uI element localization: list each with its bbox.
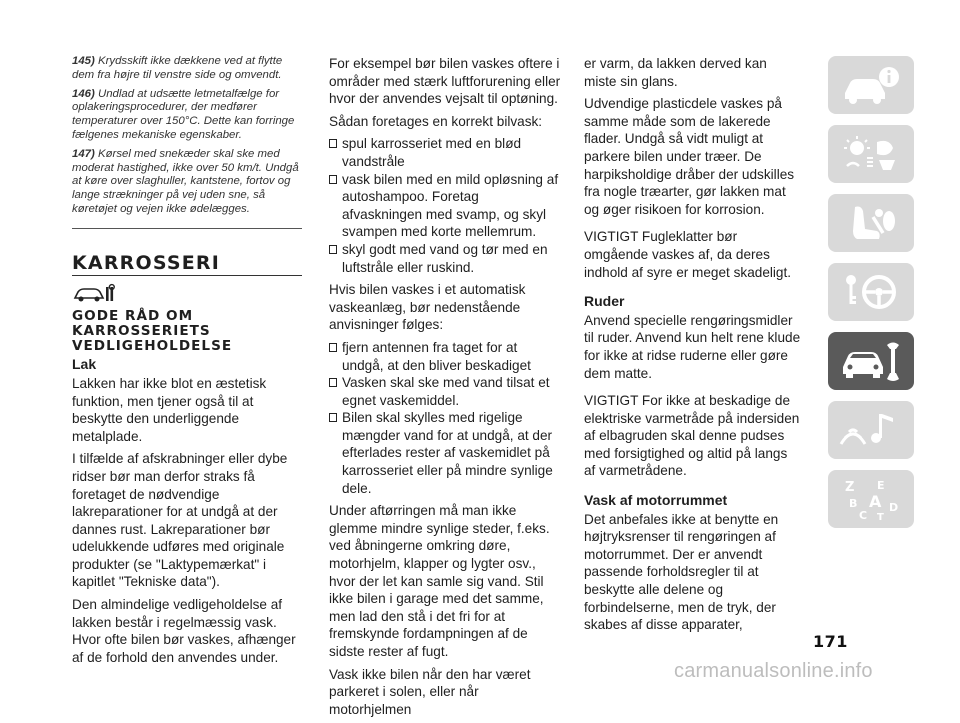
notes-box	[72, 55, 302, 229]
note-147: 147) Kørsel med snekæder skal ske med moderat hastighed, ikke over 50 km/t. Undgå at køre over slaghuller, kantstene, fortov og lange strækninger på vej uden sne, så køretøjet og vejen ikke ødelægges.	[72, 147, 299, 215]
note-145: 145) Krydsskift ikke dækkene ved at flytte dem fra højre til venstre side og omvendt.	[72, 55, 283, 81]
note-146: 146) Undlad at udsætte letmetalfælge for oplakeringsprocedurer, der medfører temperaturer over 150°C. Dette kan forringe fælgenes mekaniske egenskaber.	[72, 87, 295, 141]
chapter-tab-car-info[interactable]	[828, 56, 914, 114]
chapter-sidebar	[828, 56, 914, 539]
bullet-item: Vasken skal ske med vand tilsat et egnet vaskemiddel.	[329, 374, 562, 409]
index-letters-icon	[839, 477, 903, 521]
checkbox-bullet-icon	[329, 139, 337, 148]
paragraph: er varm, da lakken derved kan miste sin glans.	[584, 56, 767, 89]
paragraph: Den almindelige vedligeholdelse af lakken består i regelmæssig vask. Hvor ofte bilen bør vaskes, afhænger af de forhold den anvendes under.	[72, 597, 296, 665]
subsection-title: GODE RÅD OM KARROSSERIETS VEDLIGEHOLDELSE	[72, 308, 233, 355]
paragraph: VIGTIGT Fugleklatter bør omgående vaskes af, da deres indhold af syre er meget skadeligt.	[584, 229, 792, 280]
svg-text:Z: Z	[845, 480, 855, 495]
svg-text:B: B	[849, 497, 858, 510]
paragraph: VIGTIGT For ikke at beskadige de elektriske varmetråde på indersiden af elbagruden skal denne pudses med forsigtighed og altid på langs af varmetrådene.	[584, 393, 800, 479]
column-1	[72, 55, 302, 671]
paragraph: Det anbefales ikke at benytte en højtryksrenser til rengøringen af motorrummet. Der er anvendt passende forholdsregler til at beskytte alle delene og forbindelserne, men de tryk, der skabes af disse apparater,	[584, 511, 779, 633]
key-steering-wheel-icon	[839, 270, 903, 314]
checkbox-bullet-icon	[329, 245, 337, 254]
paragraph: Under aftørringen må man ikke glemme mindre synlige steder, f.eks. ved åbningerne omkring døre, motorhjelm, klapper og lygter osv., hvor der let kan samle sig vand. Stil ikke bilen i garage med det samme, men lad den stå i det fri for at fremskynde fordampningen af de sidste rester af fugt.	[329, 503, 550, 659]
seat-airbag-icon	[839, 201, 903, 245]
svg-text:A: A	[869, 492, 882, 511]
chapter-tab-music-phone[interactable]	[828, 401, 914, 459]
bullet-item: vask bilen med en mild opløsning af autoshampoo. Foretag afvaskningen med svamp, og skyl svampen med korte mellemrum.	[329, 171, 562, 241]
dashboard-lights-icon	[839, 132, 903, 176]
paragraph: Udvendige plasticdele vaskes på samme måde som de lakerede flader. Undgå så vidt muligt at parkere bilen under træer. De harpiksholdige dråber der udskilles fra nogle træarter, gør lakken mat og øger risikoen for korrosion.	[584, 96, 795, 217]
paragraph: Sådan foretages en korrekt bilvask:	[329, 113, 543, 129]
checkbox-bullet-icon	[329, 413, 337, 422]
checkbox-bullet-icon	[329, 175, 337, 184]
car-section-icon	[72, 283, 302, 305]
car-wrench-icon	[839, 339, 903, 383]
svg-text:E: E	[877, 479, 885, 492]
watermark: carmanualsonline.info	[674, 660, 873, 682]
checkbox-bullet-icon	[329, 343, 337, 352]
paragraph: For eksempel bør bilen vaskes oftere i områder med stærk luftforurening eller hvor der anvendes vejsalt til optøning.	[329, 56, 561, 107]
paragraph: I tilfælde af afskrabninger eller dybe ridser bør man derfor straks få foretaget de nødvendige lakreparationer for at undgå at der dannes rust. Lakreparationer bør udelukkende udføres med originale produkter (se "Laktypemærkat" i kapitlet "Tekniske data").	[72, 451, 288, 590]
chapter-tab-key-steering[interactable]	[828, 263, 914, 321]
checkbox-bullet-icon	[329, 378, 337, 387]
lak-heading: Lak	[72, 356, 97, 373]
chapter-tab-car-wrench[interactable]	[828, 332, 914, 390]
motor-heading: Vask af motorrummet	[584, 492, 728, 509]
paragraph: Vask ikke bilen når den har været parkeret i solen, eller når motorhjelmen	[329, 666, 531, 717]
bullet-item: fjern antennen fra taget for at undgå, at den bliver beskadiget	[329, 339, 562, 374]
chapter-tab-index[interactable]	[828, 470, 914, 528]
column-2	[329, 55, 562, 723]
ruder-heading: Ruder	[584, 293, 625, 310]
page-number: 171	[813, 632, 848, 651]
column-3	[584, 55, 802, 639]
svg-text:D: D	[889, 501, 899, 514]
bullet-item: skyl godt med vand og tør med en luftstråle eller ruskind.	[329, 241, 562, 276]
paragraph: Lakken har ikke blot en æstetisk funktion, men tjener også til at beskytte den underliggende metalplade.	[72, 375, 267, 444]
bullet-item: Bilen skal skylles med rigelige mængder vand for at undgå, at der efterlades rester af vaskemidlet på karrosseriet eller på mindre synlige dele.	[329, 409, 562, 497]
bullet-item: spul karrosseriet med en blød vandstråle	[329, 135, 562, 170]
chapter-tab-seat-airbag[interactable]	[828, 194, 914, 252]
section-title: KARROSSERI	[72, 255, 302, 277]
chapter-tab-dashboard-lights[interactable]	[828, 125, 914, 183]
svg-text:C: C	[859, 509, 868, 521]
car-info-icon	[839, 63, 903, 107]
music-phone-icon	[839, 408, 903, 452]
paragraph: Anvend specielle rengøringsmidler til ruder. Anvend kun helt rene klude for ikke at ridse ruderne eller gøre dem matte.	[584, 312, 801, 381]
svg-text:T: T	[877, 512, 884, 521]
paragraph: Hvis bilen vaskes i et automatisk vaskeanlæg, bør nedenstående anvisninger følges:	[329, 282, 526, 333]
